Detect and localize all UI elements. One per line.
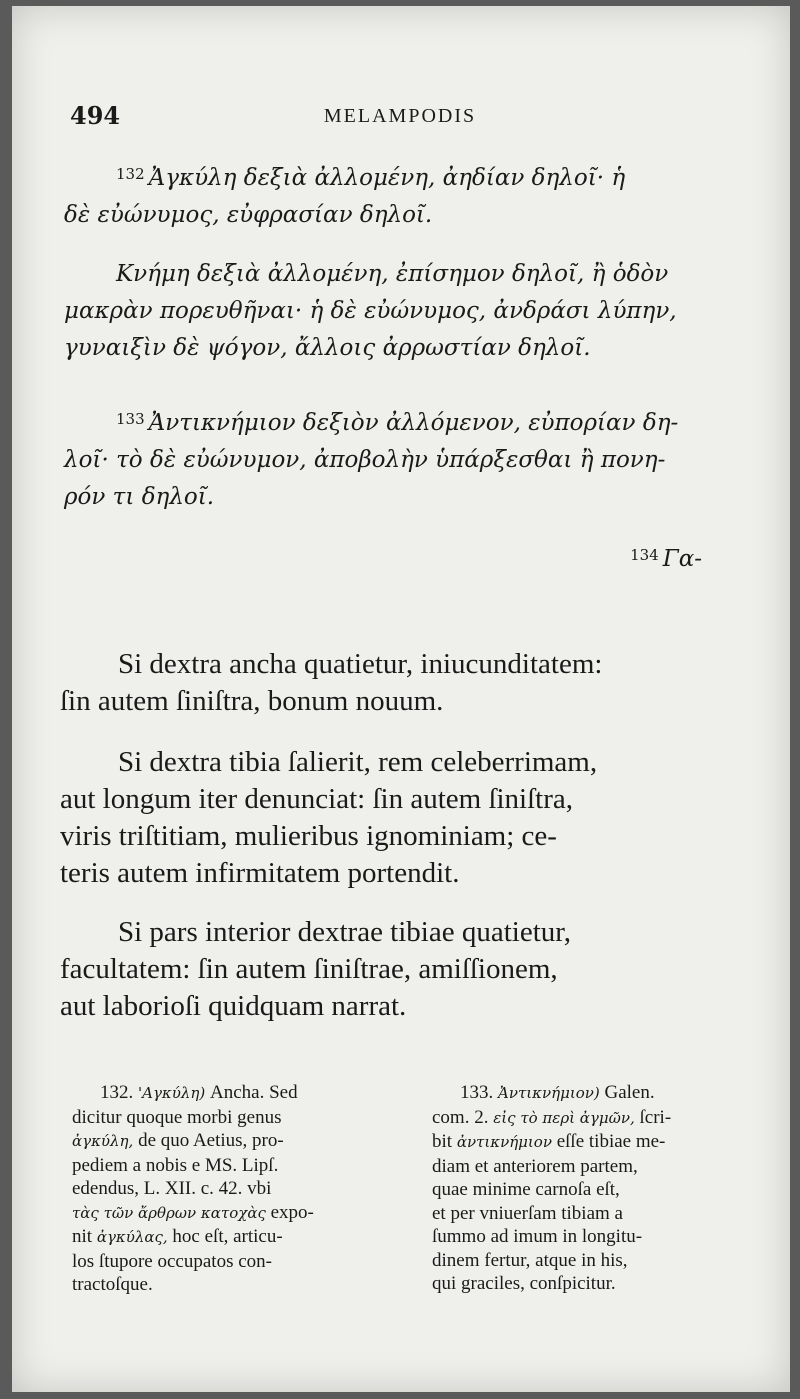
- footnote-text: hoc eſt, articu-: [167, 1226, 283, 1247]
- footnote-text: com. 2.: [432, 1106, 494, 1128]
- book-page: [12, 6, 790, 1392]
- footnote-text: Ancha. Sed: [205, 1082, 298, 1103]
- page-header: [70, 101, 730, 141]
- greek-line: γυναιξὶν δὲ ψόγον, ἄλλοις ἀρρωστίαν δηλοῖ.: [64, 335, 591, 361]
- greek-line: μακρὰν πορευθῆναι· ἡ δὲ εὐώνυμος, ἀνδράσι λύπην,: [64, 298, 677, 324]
- latin-paragraph-132: [60, 646, 736, 720]
- greek-line: Κνήμη δεξιὰ ἀλλομένη, ἐπίσημον δηλοῖ, ἢ ὁδὸν: [116, 261, 669, 287]
- footnote-text: ſcri-: [634, 1106, 672, 1128]
- footnote-number: 133.: [460, 1082, 498, 1103]
- page-number: 494: [70, 101, 121, 130]
- section-number: 133: [116, 410, 145, 428]
- greek-lemma: Ἀντικνήμιον): [498, 1084, 600, 1102]
- footnote-line: dicitur quoque morbi genus: [72, 1106, 282, 1128]
- catchword: [630, 546, 702, 572]
- latin-line: ſin autem ſiniſtra, bonum nouum.: [60, 685, 444, 717]
- latin-line: Si dextra ancha quatietur, iniucunditatem:: [118, 648, 603, 680]
- footnote-text: bit: [432, 1131, 457, 1152]
- greek-line: Ἀγκύλη δεξιὰ ἀλλομένη, ἀηδίαν δηλοῖ· ἡ: [148, 165, 626, 191]
- footnote-line: ſummo ad imum in longitu-: [432, 1226, 643, 1247]
- greek-phrase: εἰς τὸ περὶ ἀγμῶν,: [493, 1108, 635, 1127]
- footnote-number: 132.: [100, 1082, 138, 1103]
- footnote-text: eſſe tibiae me-: [551, 1131, 666, 1152]
- greek-lemma: 'Αγκύλη): [138, 1084, 206, 1102]
- latin-line: facultatem: ſin autem ſiniſtrae, amiſſionem,: [60, 953, 558, 985]
- greek-line: Ἀντικνήμιον δεξιὸν ἀλλόμενον, εὐπορίαν δη-: [148, 410, 679, 436]
- greek-paragraph-knee: [64, 256, 724, 367]
- latin-line: Si pars interior dextrae tibiae quatietur,: [118, 916, 572, 948]
- latin-line: teris autem infirmitatem portendit.: [60, 857, 460, 889]
- catchword-text: Γα-: [662, 546, 702, 572]
- running-head: MELAMPODIS: [323, 105, 477, 127]
- footnote-line: quae minime carnoſa eſt,: [432, 1179, 620, 1200]
- footnote-text: nit: [72, 1226, 97, 1247]
- footnote-text: de quo Aetius, pro-: [133, 1130, 284, 1151]
- footnote-text: expo-: [265, 1201, 314, 1223]
- greek-word: ἀγκύλη,: [72, 1132, 134, 1150]
- footnote-line: edendus, L. XII. c. 42. vbi: [72, 1178, 272, 1199]
- greek-line: λοῖ· τὸ δὲ εὐώνυμον, ἀποβολὴν ὑπάρξεσθαι ἢ πονη-: [64, 447, 666, 473]
- latin-paragraph-knee: [60, 744, 736, 892]
- footnote-line: tractoſque.: [72, 1274, 153, 1295]
- footnote-line: pediem a nobis e MS. Lipſ.: [72, 1154, 279, 1176]
- greek-word: ἀντικνήμιον: [456, 1133, 552, 1151]
- greek-line: ρόν τι δηλοῖ.: [64, 484, 215, 510]
- footnote-line: dinem fertur, atque in his,: [432, 1249, 628, 1271]
- latin-paragraph-133: [60, 914, 736, 1025]
- catchword-number: 134: [630, 546, 659, 564]
- greek-line: δὲ εὐώνυμος, εὐφρασίαν δηλοῖ.: [64, 202, 433, 228]
- greek-paragraph-133: [64, 401, 724, 516]
- footnote-line: qui graciles, conſpicitur.: [432, 1273, 616, 1294]
- greek-phrase: τὰς τῶν ἄρθρων κατοχὰς: [72, 1203, 266, 1222]
- section-number: 132: [116, 165, 145, 183]
- footnote-line: diam et anteriorem partem,: [432, 1155, 638, 1177]
- footnote-text: Galen.: [599, 1082, 655, 1103]
- greek-paragraph-132: [64, 156, 724, 234]
- footnote-133: [432, 1081, 732, 1296]
- greek-word: ἀγκύλας,: [96, 1228, 168, 1246]
- latin-line: aut laborioſi quidquam narrat.: [60, 990, 407, 1022]
- latin-line: Si dextra tibia ſalierit, rem celeberrimam,: [118, 746, 598, 778]
- footnote-line: et per vniuerſam tibiam a: [432, 1202, 623, 1224]
- footnote-132: [72, 1081, 372, 1297]
- latin-line: viris triſtitiam, mulieribus ignominiam; ce-: [60, 820, 557, 852]
- footnote-line: los ſtupore occupatos con-: [72, 1250, 272, 1272]
- latin-line: aut longum iter denunciat: ſin autem ſiniſtra,: [60, 783, 574, 815]
